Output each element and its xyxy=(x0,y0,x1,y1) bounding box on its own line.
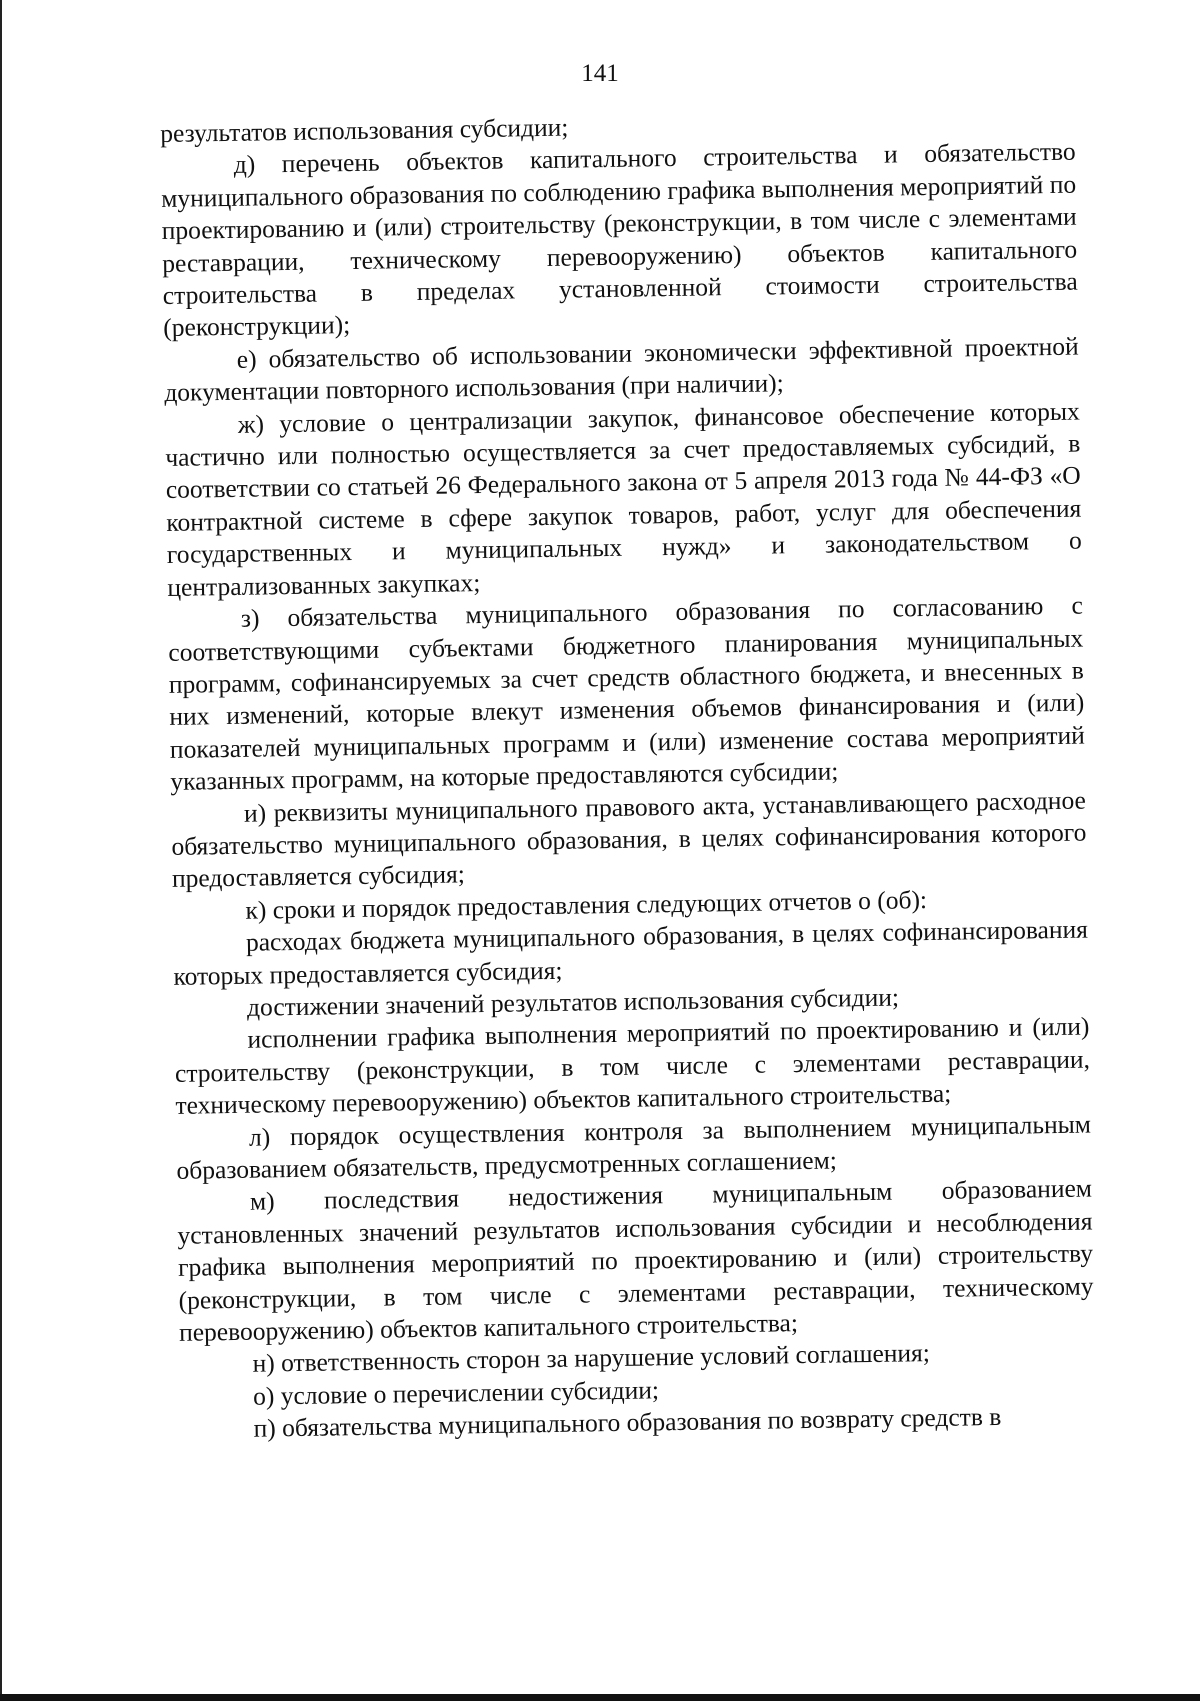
body-text xyxy=(160,104,1096,1447)
scan-bottom-edge xyxy=(0,1694,1200,1701)
page-number: 141 xyxy=(581,60,619,87)
paragraph-continuation: результатов использования субсидии; xyxy=(160,112,569,148)
paragraph-zh: ж) условие о централизации закупок, финансовое обеспечение которых частично или полностью осуществляется за счет предоставляемых субсидий, в соответствии со статьей 26 Федерального закона от 5 апреля 2013 года № 44-ФЗ «О контрактной системе в сфере закупок товаров, работ, услуг для обеспечения государственных и муниципальных нужд» и законодательством о централизованных закупках; xyxy=(165,396,1082,602)
scan-left-edge xyxy=(0,0,2,1701)
paragraph-e: е) обязательство об использовании экономически эффективной проектной документации повторного использования (при наличии); xyxy=(164,331,1079,408)
paragraph-k-results: достижении значений результатов использования субсидии; xyxy=(246,982,900,1022)
paragraph-p: п) обязательства муниципального образования по возврату средств в xyxy=(253,1402,1002,1443)
paragraph-n: н) ответственность сторон за нарушение условий соглашения; xyxy=(252,1338,931,1379)
paragraph-l: л) порядок осуществления контроля за выполнением муниципальным образованием обязательств, предусмотренных соглашением; xyxy=(176,1109,1092,1185)
paragraph-i: и) реквизиты муниципального правового акта, устанавливающего расходное обязательство муниципального образования, в целях софинансирования которого предоставляется субсидия; xyxy=(171,785,1087,894)
paragraph-m: м) последствия недостижения муниципальным образованием установленных значений результатов использования субсидии и несоблюдения графика выполнения мероприятий по проектированию и (или) строительству (реконструкции, в том числе с элементами реставрации, техническому перевооружению) объектов капитального строительства; xyxy=(177,1173,1094,1347)
paragraph-z: з) обязательства муниципального образования по согласованию с соответствующими субъектами бюджетного планирования муниципальных программ, софинансируемых за счет средств областного бюджета, и внесенных в них изменений, которые влекут изменения объемов финансирования и (или) показателей муниципальных программ и (или) изменение состава мероприятий указанных программ, на которые предоставляются субсидии; xyxy=(168,590,1086,797)
paragraph-k-expenses: расходах бюджета муниципального образования, в целях софинансирования которых предоставляется субсидия; xyxy=(173,914,1089,991)
paragraph-d: д) перечень объектов капитального строительства и обязательство муниципального образования по соблюдению графика выполнения мероприятий по проектированию и (или) строительству (реконструкции, в том числе с элементами реставрации, техническому перевооружению) объектов капитального строительства в пределах установленной стоимости строительства (реконструкции); xyxy=(161,137,1078,343)
paragraph-o: о) условие о перечислении субсидии; xyxy=(252,1375,660,1411)
paragraph-k: к) сроки и порядок предоставления следующих отчетов о (об): xyxy=(245,884,928,925)
paragraph-k-schedule: исполнении графика выполнения мероприятий по проектированию и (или) строительству (реконструкции, в том числе с элементами реставрации, техническому перевооружению) объектов капитального строительства; xyxy=(174,1011,1091,1121)
